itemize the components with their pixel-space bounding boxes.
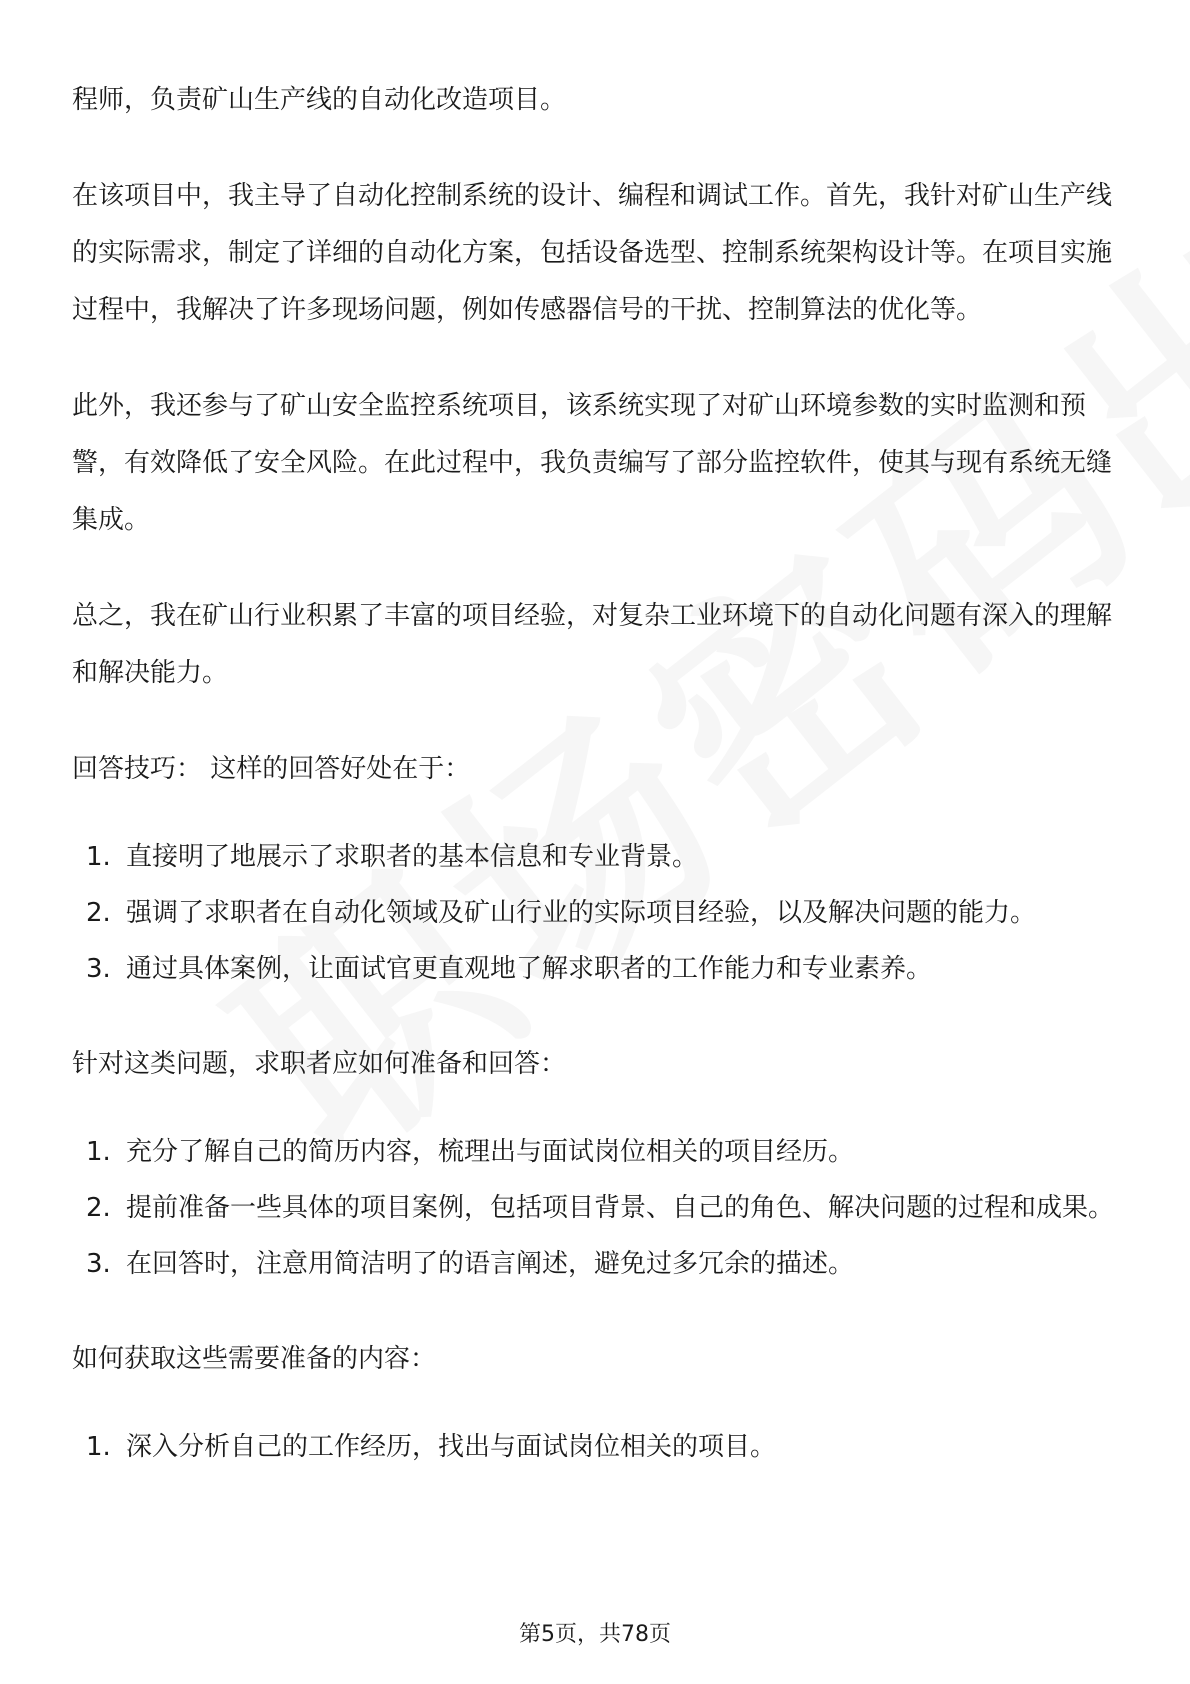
list-item: 2. 提前准备一些具体的项目案例，包括项目背景、自己的角色、解决问题的过程和成果。: [86, 1193, 1115, 1223]
list-item: 1. 充分了解自己的简历内容，梳理出与面试岗位相关的项目经历。: [86, 1137, 855, 1167]
paragraph-summary: 总之，我在矿山行业积累了丰富的项目经验，对复杂工业环境下的自动化问题有深入的理解和解决能力。: [72, 601, 1113, 688]
heading-preparation: 针对这类问题，求职者应如何准备和回答：: [72, 1049, 567, 1079]
heading-answer-tips: 回答技巧： 这样的回答好处在于：: [72, 754, 471, 784]
paragraph-safety-monitoring: 此外，我还参与了矿山安全监控系统项目，该系统实现了对矿山环境参数的实时监测和预警，有效降低了安全风险。在此过程中，我负责编写了部分监控软件，使其与现有系统无缝集成。: [72, 391, 1113, 535]
list-item: 1. 直接明了地展示了求职者的基本信息和专业背景。: [86, 842, 699, 872]
list-item: 2. 强调了求职者在自动化领域及矿山行业的实际项目经验，以及解决问题的能力。: [86, 898, 1037, 928]
list-item: 3. 在回答时，注意用简洁明了的语言阐述，避免过多冗余的描述。: [86, 1249, 855, 1279]
page-content: [72, 72, 1120, 1475]
list-item: 1. 深入分析自己的工作经历，找出与面试岗位相关的项目。: [86, 1432, 777, 1462]
paragraph-automation-project: 在该项目中，我主导了自动化控制系统的设计、编程和调试工作。首先，我针对矿山生产线的实际需求，制定了详细的自动化方案，包括设备选型、控制系统架构设计等。在项目实施过程中，我解决了许多现场问题，例如传感器信号的干扰、控制算法的优化等。: [72, 181, 1113, 325]
tips-list: [72, 829, 1120, 997]
heading-content-source: 如何获取这些需要准备的内容：: [72, 1344, 437, 1374]
paragraph-intro-continuation: 程师，负责矿山生产线的自动化改造项目。: [72, 85, 567, 115]
source-list: [72, 1419, 1120, 1475]
page-number-footer: 第5页，共78页: [519, 1622, 671, 1647]
preparation-list: [72, 1124, 1120, 1292]
list-item: 3. 通过具体案例，让面试官更直观地了解求职者的工作能力和专业素养。: [86, 954, 933, 984]
